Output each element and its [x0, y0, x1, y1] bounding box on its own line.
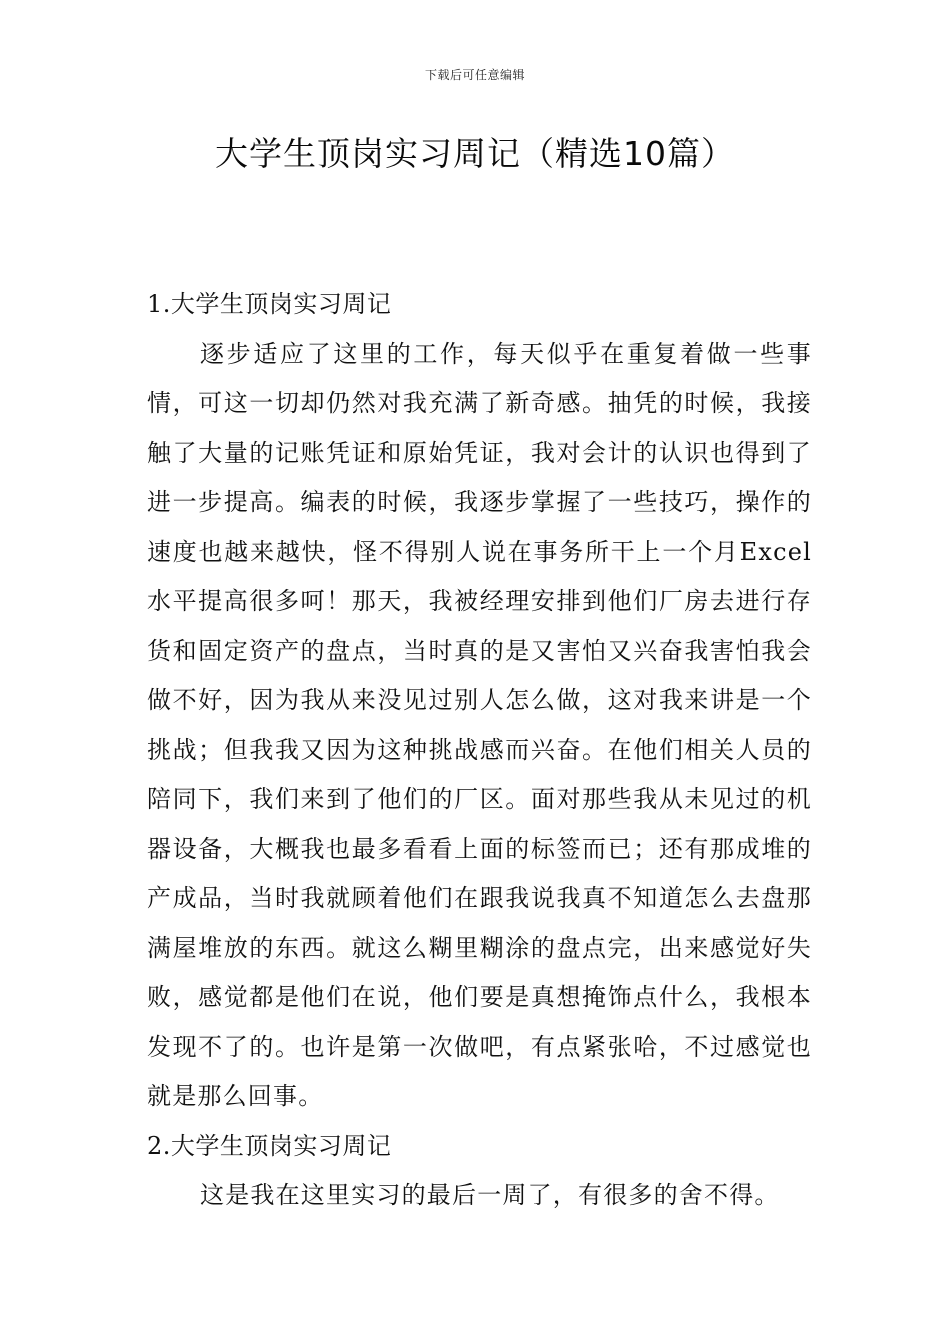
- section-heading: 2.大学生顶岗实习周记: [147, 1131, 392, 1160]
- section-heading: 1.大学生顶岗实习周记: [147, 290, 392, 318]
- document-body: [147, 280, 812, 1221]
- section-2: [147, 1122, 812, 1221]
- section-paragraph: 这是我在这里实习的最后一周了，有很多的舍不得。: [200, 1181, 780, 1209]
- section-paragraph: 逐步适应了这里的工作，每天似乎在重复着做一些事情，可这一切却仍然对我充满了新奇感。抽凭的时候，我接触了大量的记账凭证和原始凭证，我对会计的认识也得到了进一步提高。编表的时候，我逐步掌握了一些技巧，操作的速度也越来越快，怪不得别人说在事务所干上一个月Excel水平提高很多呵！那天，我被经理安排到他们厂房去进行存货和固定资产的盘点，当时真的是又害怕又兴奋我害怕我会做不好，因为我从来没见过别人怎么做，这对我来讲是一个挑战；但我我又因为这种挑战感而兴奋。在他们相关人员的陪同下，我们来到了他们的厂区。面对那些我从未见过的机器设备，大概我也最多看看上面的标签而已；还有那成堆的产成品，当时我就顾着他们在跟我说我真不知道怎么去盘那满屋堆放的东西。就这么糊里糊涂的盘点完，出来感觉好失败，感觉都是他们在说，他们要是真想掩饰点什么，我根本发现不了的。也许是第一次做吧，有点紧张哈，不过感觉也就是那么回事。: [147, 339, 812, 1110]
- header-note: 下载后可任意编辑: [424, 68, 525, 82]
- section-1: [147, 280, 812, 1122]
- document-title: 大学生顶岗实习周记（精选10篇）: [215, 134, 735, 173]
